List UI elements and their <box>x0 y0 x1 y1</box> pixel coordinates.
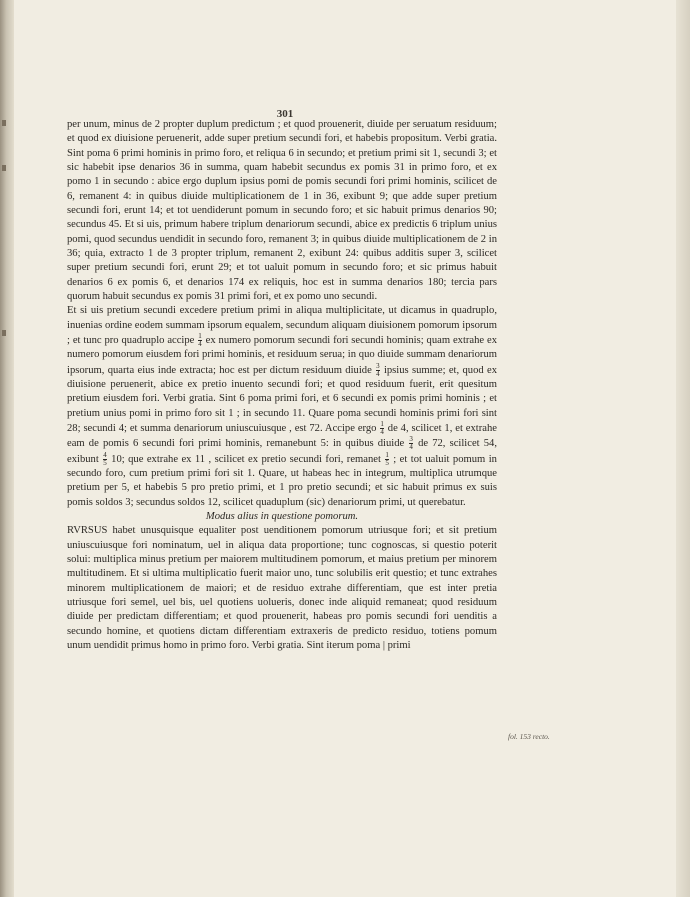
edge-mark <box>2 120 6 126</box>
page-edge <box>676 0 690 897</box>
fraction: $\frac{3}{4}$ <box>409 435 413 452</box>
section-heading: Modus alius in questione pomorum. <box>205 510 359 522</box>
binding-gutter <box>0 0 14 897</box>
edge-mark <box>2 330 6 336</box>
fraction: $\frac{1}{5}$ <box>385 450 389 467</box>
fraction: $\frac{3}{4}$ <box>376 361 380 378</box>
paragraph: RVRSUS habet unusquisque equaliter post uenditionem pomorum utriusque fori; et sit pretium uniuscuiusque fori nominatum, uel in aliqua data proportione; tunc cognoscas, si questio poterit solui: multiplica minus pretium per maiorem multitudinem pomorum, et maius pretium per minorem multitudinem. Et si ultima multiplicatio fuerit maior uno, tunc solubilis erit questio; et tunc extrahes minorem multiplicationem de maiori; et de residuo extrahe differentiam, que est inter pretia utriusque fori semel, uel bis, uel quotiens uolueris, donec inde aliquid remaneat; quod residuum diuide per predictam differentiam; et quod prouenerit, habeas pro pomis secundi fori uenditis a secundo homine, et quotiens dictam differentiam extraxeris de predicto residuo, totiens pomum unum uendidit primus homo in primo foro. Verbi gratia. Sint iterum poma | primi <box>67 525 497 652</box>
fraction: $\frac{1}{4}$ <box>198 332 202 349</box>
body-text <box>67 118 497 653</box>
page-number: 301 <box>276 108 294 120</box>
paragraph: per unum, minus de 2 propter duplum predictum ; et quod prouenerit, diuide per seruatum residuum; et quod ex diuisione peruenerit, adde super pretium secundi fori, et habebis propositum. Verbi gratia. Sint poma 6 primi hominis in primo foro, et reliqua 6 in secundo; et pretium primi sit 1, secundi 3; et sic habebit ipse denarios 36 in summa, quam habebit secundus ex pomis 31 in primo foro, et ex pomo 1 in secundo : abice ergo duplum ipsius pomi de pomis secundi fori primi hominis, scilicet de 6, remanent 4: in quibus diuide multiplicationem de 1 in 36, exibunt 9; que adde super pretium secundi fori, erunt 14; et tot uendiderunt pomum in secundo foro; et sic habuit primus denarios 90; secundus 45. Et si uis, primum habere triplum denariorum secundi, abice ex predictis 6 triplum unius pomi, quod secundus uendidit in secundo foro, remanent 3; in quibus diuide multiplicationem de 2 in 36; quia, extracto 1 de 3 propter triplum, remanent 2, exibunt 24: quibus additis super 3, scilicet super pretium secundi fori, erunt 29; et tot ualuit pomum in secundo foro; et sic primus habuit denarios 6 ex pomis 6, et denarios 174 ex reliquis, hoc est in summa denarios 180; tercia pars quorum habuit secundus ex pomis 31 primi fori, et ex pomo uno secundi. <box>67 119 497 303</box>
marginal-note: fol. 153 recto. <box>508 732 550 741</box>
fraction: $\frac{4}{5}$ <box>103 450 107 467</box>
fraction: $\frac{1}{4}$ <box>380 420 384 437</box>
edge-mark <box>2 165 6 171</box>
paragraph: Et si uis pretium secundi excedere pretium primi in aliqua multiplicitate, ut dicamus in quadruplo, inuenias ordine eodem summam ipsorum equalem, secundum aliquam diuisionem pomorum ipsorum ; et tunc pro quadruplo accipe $\frac{1}{4}$ ex numero pomorum secundi fori secundi hominis; quam extrahe ex numero pomorum eiusdem fori primi hominis, et residuum serua; in quo diuide summam denariorum ipsorum, quarta eius inde extracta; hoc est per dictum residuum diuide $\frac{3}{4}$ ipsius summe; et, quod ex diuisione peruenerit, abice ex pretio inuento secundi fori; et quod residuum fuerit, erit quesitum pretium eiusdem fori. Verbi gratia. Sint 6 poma primi fori, et 6 secundi ex pomis primi hominis ; et pretium unius pomi in primo foro sit 1 ; in secundo 11. Quare poma secundi hominis primi fori sint 28; secundi 4; et summa denariorum uniuscuiusque , est 72. Accipe ergo $\frac{1}{4}$ de 4, scilicet 1, et extrahe eam de pomis 6 secundi fori primi hominis, remanebunt 5: in quibus diuide $\frac{3}{4}$ de 72, scilicet 54, exibunt $\frac{4}{5}$ 10; que extrahe ex 11 , scilicet ex pretio secundi fori, remanet $\frac{1}{5}$ ; et tot ualuit pomum in secundo foro, cum pretium primi fori sit 1. Quare, ut habeas hec in integrum, multiplica utrumque pretium per 5, et habebis 5 pro pretio primi, et 1 pro pretio secundi; et sic habuit primus ex suis pomis soldos 3; secundus soldos 12, scilicet quaduplum (sic) denariorum primi, ut querebatur. <box>67 305 497 508</box>
